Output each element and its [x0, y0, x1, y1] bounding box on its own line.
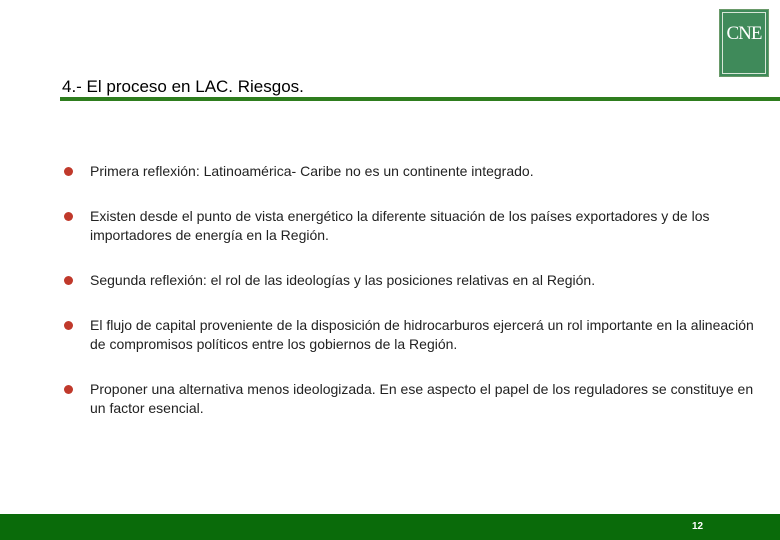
bullet-item: [64, 207, 764, 245]
bullet-dot-icon: [64, 167, 73, 176]
bullet-item: [64, 316, 764, 354]
cne-logo-inner: [722, 12, 766, 74]
bullet-item: [64, 162, 764, 181]
bullet-item: [64, 271, 764, 290]
bullet-text: Proponer una alternativa menos ideologizada. En ese aspecto el papel de los reguladores se constituye en un factor esencial.: [90, 381, 754, 416]
title-underline: [60, 97, 780, 101]
bullet-dot-icon: [64, 212, 73, 221]
bullet-dot-icon: [64, 276, 73, 285]
bullet-item: [64, 380, 764, 418]
page-number: 12: [692, 521, 704, 532]
bullet-dot-icon: [64, 385, 73, 394]
bullet-text: Existen desde el punto de vista energético la diferente situación de los países exportadores y de los importadores de energía en la Región.: [90, 208, 710, 243]
bullet-list: [64, 162, 764, 444]
bullet-text: El flujo de capital proveniente de la disposición de hidrocarburos ejercerá un rol importante en la alineación de compromisos políticos entre los gobiernos de la Región.: [90, 317, 754, 352]
footer-bar: [0, 514, 780, 540]
slide-title: 4.- El proceso en LAC. Riesgos.: [62, 77, 304, 96]
bullet-text: Primera reflexión: Latinoamérica- Caribe no es un continente integrado.: [90, 163, 534, 179]
bullet-dot-icon: [64, 321, 73, 330]
cne-logo: [719, 9, 769, 77]
cne-logo-text: CNE: [726, 23, 762, 44]
bullet-text: Segunda reflexión: el rol de las ideologías y las posiciones relativas en al Región.: [90, 272, 596, 288]
